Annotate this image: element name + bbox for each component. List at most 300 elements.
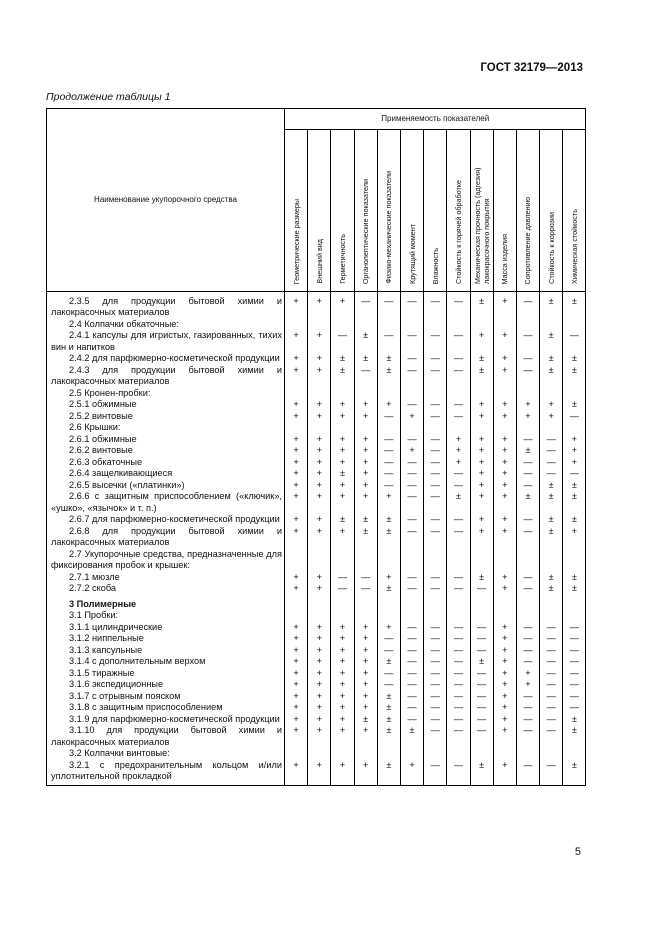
row-name: 3.1.5 тиражные — [69, 667, 135, 678]
cell-value: ± — [516, 445, 539, 457]
cell-value — [400, 599, 423, 611]
cell-value — [563, 549, 586, 572]
cell-value — [424, 610, 447, 622]
cell-value: ± — [540, 514, 563, 526]
cell-value: + — [470, 411, 493, 423]
cell-value: + — [308, 691, 331, 703]
table-row — [47, 491, 586, 514]
cell-value: — — [516, 434, 539, 446]
cell-value — [354, 422, 377, 434]
cell-value — [354, 388, 377, 400]
table-row — [47, 748, 586, 760]
cell-value: — — [540, 434, 563, 446]
cell-value: — — [400, 583, 423, 595]
column-header-label: Влажность — [430, 247, 440, 284]
cell-value: + — [285, 514, 308, 526]
cell-value: — — [563, 468, 586, 480]
cell-value — [377, 388, 400, 400]
cell-value: + — [354, 622, 377, 634]
cell-value: + — [308, 645, 331, 657]
cell-value: ± — [377, 760, 400, 786]
row-name: 2.4.2 для парфюмерно-косметической продукции — [69, 353, 280, 363]
cell-value: — — [563, 702, 586, 714]
cell-value: — — [424, 725, 447, 748]
cell-value: — — [447, 668, 470, 680]
cell-value: — — [540, 457, 563, 469]
column-header-label: Сопротивление давлению — [523, 196, 533, 284]
cell-value: + — [331, 411, 354, 423]
cell-value: — — [424, 583, 447, 595]
cell-value: — — [540, 645, 563, 657]
cell-value: + — [447, 445, 470, 457]
table-row — [47, 388, 586, 400]
cell-value: — — [447, 679, 470, 691]
cell-value: + — [331, 526, 354, 549]
row-name: 2.5 Кронен-пробки: — [69, 387, 151, 398]
cell-value: ± — [563, 572, 586, 584]
cell-value — [308, 319, 331, 331]
cell-value — [377, 610, 400, 622]
cell-value: + — [308, 411, 331, 423]
cell-value: + — [285, 760, 308, 786]
row-name: 3.1.8 с защитным приспособлением — [69, 702, 223, 712]
cell-value: + — [447, 457, 470, 469]
cell-value: + — [493, 468, 516, 480]
cell-value: ± — [540, 572, 563, 584]
cell-value: — — [540, 714, 563, 726]
cell-value: — — [447, 656, 470, 668]
cell-value — [493, 610, 516, 622]
cell-value: — — [516, 691, 539, 703]
cell-value — [493, 422, 516, 434]
cell-value: + — [377, 622, 400, 634]
cell-value: — — [563, 330, 586, 353]
cell-value — [470, 748, 493, 760]
cell-value: — — [424, 679, 447, 691]
table-row — [47, 633, 586, 645]
cell-value: + — [354, 457, 377, 469]
cell-value: + — [493, 434, 516, 446]
cell-value: + — [377, 491, 400, 514]
cell-value: — — [400, 645, 423, 657]
cell-value — [493, 319, 516, 331]
cell-value — [331, 388, 354, 400]
cell-value: — — [424, 468, 447, 480]
cell-value: — — [331, 583, 354, 595]
cell-value: + — [377, 399, 400, 411]
cell-value: + — [493, 491, 516, 514]
cell-value: + — [308, 399, 331, 411]
cell-value: + — [493, 457, 516, 469]
table-row — [47, 679, 586, 691]
cell-value: — — [377, 468, 400, 480]
cell-value: + — [331, 457, 354, 469]
cell-value: + — [308, 468, 331, 480]
cell-value — [516, 599, 539, 611]
cell-value: ± — [540, 365, 563, 388]
cell-value: + — [563, 434, 586, 446]
cell-value: — — [540, 691, 563, 703]
cell-value: — — [563, 645, 586, 657]
cell-value: + — [308, 296, 331, 319]
cell-value: + — [354, 656, 377, 668]
cell-value — [563, 388, 586, 400]
cell-value: + — [285, 365, 308, 388]
column-header — [470, 130, 493, 292]
cell-value: — — [470, 714, 493, 726]
cell-value: — — [516, 633, 539, 645]
cell-value: + — [493, 702, 516, 714]
cell-value: ± — [354, 526, 377, 549]
row-name: 3.2.1 с предохранительным кольцом и/или уплотнительной прокладкой — [51, 759, 282, 781]
cell-value: ± — [540, 480, 563, 492]
cell-value: — — [447, 702, 470, 714]
column-header-label: Физико-механические показатели — [384, 171, 394, 284]
cell-value: — — [447, 296, 470, 319]
cell-value — [285, 319, 308, 331]
cell-value: — — [540, 668, 563, 680]
cell-value: — — [424, 399, 447, 411]
cell-value: — — [516, 468, 539, 480]
table-row — [47, 526, 586, 549]
column-header — [354, 130, 377, 292]
cell-value: + — [285, 583, 308, 595]
cell-value: — — [424, 457, 447, 469]
table-row — [47, 549, 586, 572]
cell-value — [308, 610, 331, 622]
cell-value: + — [285, 714, 308, 726]
table-row — [47, 760, 586, 786]
cell-value: + — [285, 691, 308, 703]
cell-value: — — [331, 330, 354, 353]
cell-value — [308, 599, 331, 611]
cell-value — [331, 319, 354, 331]
cell-value: + — [331, 296, 354, 319]
cell-value: + — [308, 365, 331, 388]
cell-value: + — [400, 760, 423, 786]
cell-value: — — [400, 679, 423, 691]
table-row — [47, 422, 586, 434]
cell-value: — — [540, 633, 563, 645]
cell-value — [354, 599, 377, 611]
cell-value: + — [308, 633, 331, 645]
cell-value: + — [308, 583, 331, 595]
cell-value: + — [470, 491, 493, 514]
row-name: 2.6 Крышки: — [69, 422, 121, 432]
cell-value: + — [308, 514, 331, 526]
cell-value — [424, 549, 447, 572]
cell-value: + — [285, 656, 308, 668]
cell-value: ± — [540, 526, 563, 549]
cell-value — [470, 599, 493, 611]
cell-value: + — [308, 679, 331, 691]
cell-value: + — [493, 622, 516, 634]
column-header-label: Масса изделия — [500, 233, 510, 284]
cell-value — [493, 748, 516, 760]
row-name: 3.2 Колпачки винтовые: — [69, 748, 170, 758]
table-row — [47, 445, 586, 457]
cell-value: + — [470, 526, 493, 549]
cell-value: ± — [377, 526, 400, 549]
cell-value — [308, 748, 331, 760]
row-name: 2.4 Колпачки обкаточные: — [69, 318, 179, 329]
cell-value: — — [400, 457, 423, 469]
cell-value: + — [308, 526, 331, 549]
cell-value: + — [470, 399, 493, 411]
cell-value: — — [400, 353, 423, 365]
cell-value — [563, 422, 586, 434]
cell-value: + — [354, 691, 377, 703]
cell-value: + — [331, 679, 354, 691]
cell-value: — — [540, 656, 563, 668]
cell-value: + — [331, 434, 354, 446]
cell-value: — — [516, 656, 539, 668]
table-row — [47, 656, 586, 668]
cell-value: — — [516, 702, 539, 714]
cell-value — [540, 610, 563, 622]
cell-value: — — [516, 725, 539, 748]
cell-value — [540, 319, 563, 331]
cell-value — [331, 610, 354, 622]
cell-value: + — [285, 445, 308, 457]
column-header-label: Стойкость к горячей обработке — [453, 179, 463, 284]
cell-value: — — [424, 656, 447, 668]
cell-value: + — [493, 725, 516, 748]
cell-value: + — [285, 330, 308, 353]
cell-value — [377, 748, 400, 760]
cell-value: + — [285, 434, 308, 446]
cell-value: — — [470, 622, 493, 634]
table-row — [47, 480, 586, 492]
cell-value: — — [516, 480, 539, 492]
cell-value: + — [285, 399, 308, 411]
cell-value: + — [493, 526, 516, 549]
cell-value: — — [354, 583, 377, 595]
cell-value: — — [424, 434, 447, 446]
cell-value: ± — [563, 725, 586, 748]
cell-value: + — [354, 633, 377, 645]
cell-value: + — [493, 633, 516, 645]
cell-value: — — [424, 760, 447, 786]
column-header — [285, 130, 308, 292]
cell-value: + — [285, 633, 308, 645]
cell-value: — — [540, 445, 563, 457]
cell-value: — — [400, 702, 423, 714]
row-name: 2.6.5 высечки («платинки») — [69, 479, 185, 490]
row-name: 2.3.5 для продукции бытовой химии и лакокрасочных материалов — [51, 295, 282, 317]
cell-value: + — [285, 480, 308, 492]
cell-value: ± — [331, 365, 354, 388]
cell-value: + — [516, 411, 539, 423]
cell-value: + — [354, 445, 377, 457]
cell-value: — — [563, 622, 586, 634]
cell-value: — — [563, 411, 586, 423]
cell-value: + — [331, 491, 354, 514]
row-name: 3.1.10 для продукции бытовой химии и лакокрасочных материалов — [51, 725, 282, 747]
name-column-header: Наименование укупорочного средства — [47, 109, 285, 292]
cell-value: — — [470, 725, 493, 748]
cell-value: + — [308, 714, 331, 726]
cell-value: — — [563, 668, 586, 680]
cell-value: + — [308, 480, 331, 492]
row-name: 3.1.3 капсульные — [69, 644, 143, 655]
cell-value: — — [563, 633, 586, 645]
cell-value: — — [516, 296, 539, 319]
cell-value: + — [493, 399, 516, 411]
cell-value: — — [400, 296, 423, 319]
table-row — [47, 411, 586, 423]
cell-value: — — [516, 760, 539, 786]
cell-value — [447, 422, 470, 434]
cell-value: — — [400, 656, 423, 668]
row-name: 2.6.1 обжимные — [69, 433, 137, 444]
cell-value: — — [331, 572, 354, 584]
cell-value: + — [308, 668, 331, 680]
cell-value: + — [563, 526, 586, 549]
cell-value: + — [354, 725, 377, 748]
column-header — [493, 130, 516, 292]
cell-value — [470, 388, 493, 400]
cell-value: ± — [470, 572, 493, 584]
cell-value: — — [400, 572, 423, 584]
cell-value: — — [377, 668, 400, 680]
cell-value — [424, 748, 447, 760]
table-row — [47, 702, 586, 714]
cell-value — [377, 319, 400, 331]
cell-value: — — [354, 365, 377, 388]
cell-value: — — [424, 572, 447, 584]
cell-value: ± — [563, 480, 586, 492]
cell-value: ± — [563, 714, 586, 726]
cell-value — [424, 319, 447, 331]
cell-value: — — [540, 622, 563, 634]
table-continuation-label: Продолжение таблицы 1 — [46, 91, 171, 103]
column-header-label: Герметичность — [337, 234, 347, 284]
cell-value: + — [493, 514, 516, 526]
cell-value — [563, 319, 586, 331]
cell-value — [308, 422, 331, 434]
cell-value: — — [400, 633, 423, 645]
cell-value: + — [331, 668, 354, 680]
cell-value: — — [470, 633, 493, 645]
cell-value: + — [400, 445, 423, 457]
cell-value — [285, 610, 308, 622]
applicability-header: Применяемость показателей — [285, 109, 586, 130]
cell-value: + — [308, 353, 331, 365]
row-name: 3.1.9 для парфюмерно-косметической продукции — [69, 713, 280, 724]
cell-value: + — [354, 468, 377, 480]
cell-value — [516, 748, 539, 760]
cell-value: ± — [470, 296, 493, 319]
cell-value: — — [424, 668, 447, 680]
cell-value: — — [447, 526, 470, 549]
table-row — [47, 514, 586, 526]
cell-value: + — [285, 353, 308, 365]
cell-value: + — [331, 691, 354, 703]
cell-value: + — [308, 725, 331, 748]
cell-value: — — [400, 480, 423, 492]
cell-value: + — [516, 399, 539, 411]
cell-value: + — [331, 760, 354, 786]
column-header-label: Геометрические размеры — [291, 198, 301, 284]
row-name: 2.5.2 винтовые — [69, 410, 133, 421]
cell-value: + — [493, 645, 516, 657]
cell-value: — — [424, 526, 447, 549]
cell-value: ± — [354, 514, 377, 526]
cell-value: — — [447, 353, 470, 365]
column-header-label: Органолептические показатели — [361, 178, 371, 284]
cell-value: — — [540, 468, 563, 480]
cell-value: — — [540, 725, 563, 748]
cell-value: — — [400, 491, 423, 514]
cell-value: — — [424, 480, 447, 492]
cell-value: ± — [563, 365, 586, 388]
document-number: ГОСТ 32179—2013 — [480, 62, 583, 74]
cell-value: + — [493, 668, 516, 680]
cell-value — [400, 319, 423, 331]
cell-value — [308, 388, 331, 400]
cell-value: ± — [470, 656, 493, 668]
cell-value: + — [470, 330, 493, 353]
cell-value: — — [447, 399, 470, 411]
cell-value: + — [493, 353, 516, 365]
cell-value: + — [308, 702, 331, 714]
column-header-label: Химическая стойкость — [569, 209, 579, 284]
cell-value: — — [516, 714, 539, 726]
cell-value: ± — [377, 725, 400, 748]
cell-value: + — [354, 679, 377, 691]
cell-value: — — [563, 656, 586, 668]
cell-value: + — [331, 725, 354, 748]
cell-value — [285, 748, 308, 760]
cell-value: + — [354, 411, 377, 423]
table-row — [47, 691, 586, 703]
cell-value: + — [563, 457, 586, 469]
cell-value: — — [377, 434, 400, 446]
cell-value: + — [331, 656, 354, 668]
cell-value: — — [400, 330, 423, 353]
cell-value: — — [516, 514, 539, 526]
cell-value: — — [424, 296, 447, 319]
cell-value: + — [493, 365, 516, 388]
cell-value: ± — [563, 353, 586, 365]
cell-value: + — [331, 633, 354, 645]
table-row — [47, 725, 586, 748]
row-name: 2.6.8 для продукции бытовой химии и лакокрасочных материалов — [51, 525, 282, 547]
cell-value — [285, 599, 308, 611]
cell-value: + — [285, 572, 308, 584]
cell-value: — — [424, 622, 447, 634]
cell-value: + — [308, 622, 331, 634]
table-row — [47, 457, 586, 469]
cell-value: + — [470, 457, 493, 469]
cell-value: — — [516, 526, 539, 549]
column-header — [400, 130, 423, 292]
cell-value — [400, 748, 423, 760]
cell-value: ± — [563, 514, 586, 526]
cell-value: + — [285, 526, 308, 549]
cell-value: — — [540, 702, 563, 714]
cell-value: + — [308, 445, 331, 457]
cell-value: — — [424, 633, 447, 645]
cell-value — [470, 549, 493, 572]
column-header — [377, 130, 400, 292]
cell-value: + — [447, 434, 470, 446]
cell-value: — — [424, 411, 447, 423]
cell-value: — — [447, 572, 470, 584]
row-name: 3 Полимерные — [69, 598, 137, 609]
row-name: 3.1.2 ниппельные — [69, 633, 144, 643]
